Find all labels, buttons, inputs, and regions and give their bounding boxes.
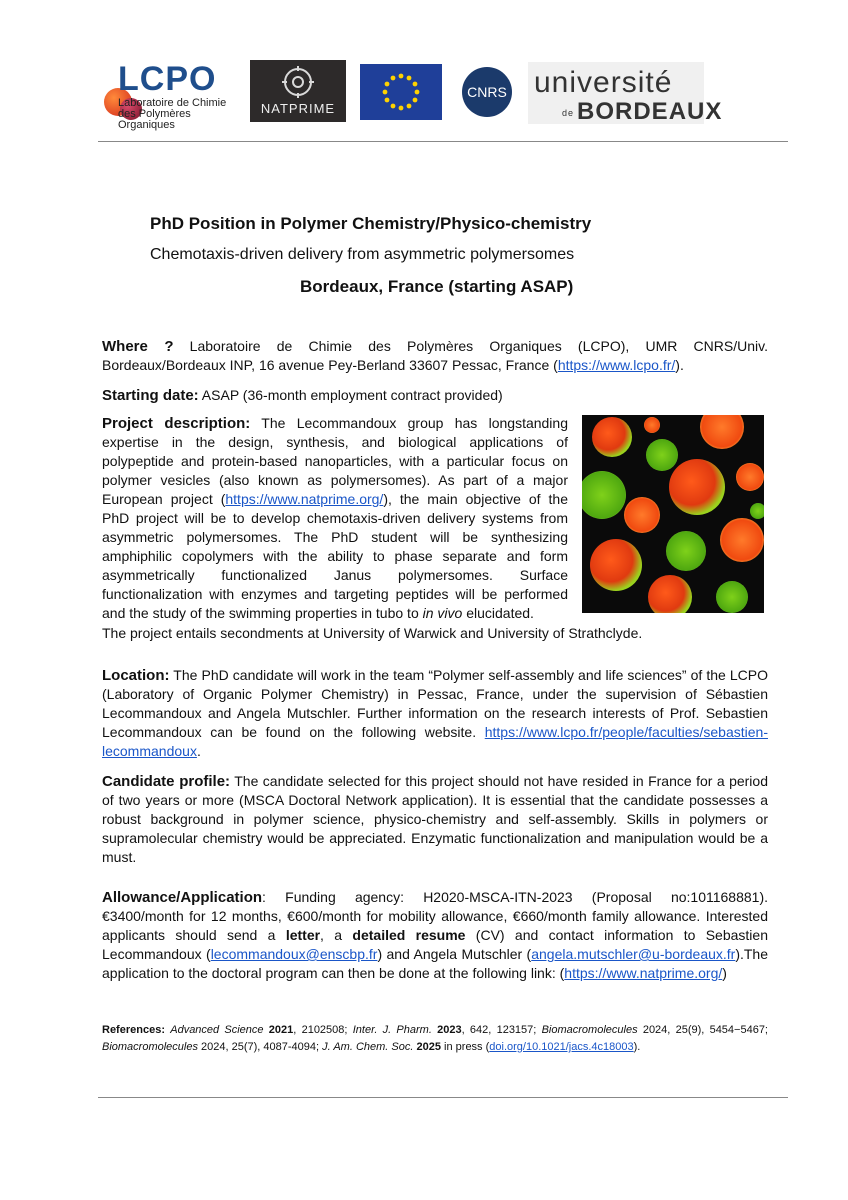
cnrs-logo	[460, 64, 514, 120]
email-mutschler-link[interactable]: angela.mutschler@u-bordeaux.fr	[531, 946, 736, 962]
project-text2: ), the main objective of the PhD project will be to develop chemotaxis-driven delivery systems from asymmetric polymersomes. The PhD student will be synthesizing amphiphilic copolymers with the ability to phase separate and form asymmetrically functionalized Janus polymersomes. Surface functionalization with enzymes and targeting peptides will be performed and the study of the swimming properties in tubo to	[102, 491, 568, 621]
allowance-bold-letter: letter	[285, 927, 321, 943]
ref-year: 2025	[416, 1041, 441, 1053]
location-tail: .	[196, 743, 201, 759]
allowance-label: Allowance/Application	[102, 889, 263, 906]
candidate-text: The candidate selected for this project should not have resided in France for a period of two years or more (MSCA Doctoral Network application). It is essential that the candidate possesses a robust background in polymer science, physico-chemistry and self-assembly. Skills in polymers or supramolecular chemistry would be appreciated. Enzymatic functionalization and manipulation would be a must.	[102, 773, 768, 865]
ub-line1: université	[534, 66, 673, 99]
project-italic: in vivo	[422, 605, 463, 621]
ref-tail: ).	[633, 1041, 641, 1053]
allowance-section	[102, 888, 768, 983]
allowance-tail: )	[722, 965, 727, 981]
ref-detail: 2024, 25(9), 5454−5467;	[637, 1024, 768, 1036]
top-divider	[98, 141, 788, 142]
location-label: Location:	[102, 667, 170, 684]
brain-gear-icon	[250, 60, 346, 104]
ref-journal: Inter. J. Pharm.	[352, 1024, 432, 1036]
lcpo-subtitle-line: des Polymères Organiques	[118, 108, 191, 131]
allowance-text5: ).The application to the doctoral program can then be done at the following link: (	[102, 946, 769, 981]
cnrs-badge	[460, 64, 514, 120]
bottom-divider	[98, 1097, 788, 1098]
references-section	[102, 1022, 768, 1056]
candidate-section	[102, 772, 768, 867]
where-tail: ).	[675, 357, 684, 373]
ub-de: de	[562, 107, 575, 118]
project-tail: The project entails secondments at University of Warwick and University of Strathclyde.	[102, 625, 643, 641]
project-section	[102, 414, 568, 623]
allowance-text2: , a	[320, 927, 353, 943]
starting-label: Starting date:	[102, 387, 199, 404]
eu-flag	[360, 64, 442, 120]
natprime-link[interactable]: https://www.natprime.org/	[225, 491, 384, 507]
lcpo-logo	[98, 60, 238, 131]
ref-year: 2021	[268, 1024, 294, 1036]
page-subtitle: Chemotaxis-driven delivery from asymmetric polymersomes	[150, 246, 575, 263]
page-title: PhD Position in Polymer Chemistry/Physico-chemistry	[150, 214, 592, 233]
ub-bordeaux: BORDEAUX	[577, 98, 723, 125]
where-label: Where ?	[102, 338, 174, 355]
lcpo-letters: LCPO	[118, 60, 217, 98]
allowance-bold-resume: detailed resume	[352, 927, 466, 943]
natprime-logo	[250, 60, 346, 122]
natprime-label: NATPRIME	[260, 101, 336, 116]
starting-section	[102, 386, 768, 405]
ref-detail: , 2102508;	[293, 1024, 353, 1036]
where-text: Laboratoire de Chimie des Polymères Organiques (LCPO), UMR CNRS/Univ. Bordeaux/Bordeaux INP, 16 avenue Pey-Berland 33607 Pessac, France (	[102, 338, 768, 373]
ub-logo	[528, 62, 723, 125]
location-title: Bordeaux, France (starting ASAP)	[300, 277, 574, 296]
allowance-text3: (CV) and contact information to Sebastien Lecommandoux (	[102, 927, 768, 962]
location-text: The PhD candidate will work in the team “Polymer self-assembly and life sciences” of the LCPO (Laboratory of Organic Polymer Chemistry) in Pessac, France, under the supervision of Sébastien Lecommandoux and Angela Mutschler. Further information on the research interests of Prof. Sebastien Lecommandoux can be found on the following website.	[102, 667, 768, 740]
starting-text: ASAP (36-month employment contract provided)	[198, 387, 503, 403]
ref-detail: in press (	[440, 1041, 490, 1053]
candidate-label: Candidate profile:	[102, 773, 231, 790]
lcpo-subtitle-line: Laboratoire de Chimie	[118, 97, 227, 109]
project-label: Project description:	[102, 415, 251, 432]
eu-stars-icon	[360, 64, 442, 120]
email-lecommandoux-link[interactable]: lecommandoux@enscbp.fr	[210, 946, 378, 962]
project-text1: The Lecommandoux group has longstanding expertise in the design, synthesis, and biological applications of polypeptide and protein-based nanoparticles, with a particular focus on polymer vesicles (also known as polymersomes). As part of a major European project (	[102, 415, 568, 507]
allowance-text4: ) and Angela Mutschler (	[377, 946, 532, 962]
logo-row	[98, 58, 758, 131]
cnrs-text: CNRS	[467, 84, 507, 100]
polymersome-micrograph	[582, 415, 764, 613]
lecommandoux-link[interactable]: https://www.lcpo.fr/people/faculties/sebastien-lecommandoux	[102, 724, 768, 759]
allowance-text1: : Funding agency: H2020-MSCA-ITN-2023 (Proposal no:101168881). €3400/month for 12 months, €600/month for mobility allowance, €660/month family allowance. Interested applicants should send a	[102, 889, 768, 943]
ref-journal: Biomacromolecules	[541, 1024, 638, 1036]
ref-journal: J. Am. Chem. Soc.	[322, 1041, 414, 1053]
where-section	[102, 337, 768, 375]
ref-year: 2023	[437, 1024, 462, 1036]
lcpo-link[interactable]: https://www.lcpo.fr/	[557, 357, 676, 373]
polymersome-image	[582, 415, 764, 613]
ref-detail: 2024, 25(7), 4087-4094;	[197, 1041, 323, 1053]
ref-journal: Advanced Science	[170, 1024, 264, 1036]
ref-journal: Biomacromolecules	[102, 1041, 198, 1053]
lcpo-subtitle	[118, 98, 238, 131]
ub-line2	[562, 98, 722, 126]
project-text3: elucidated.	[462, 605, 534, 621]
location-section	[102, 666, 768, 761]
natprime-application-link[interactable]: https://www.natprime.org/	[564, 965, 723, 981]
references-label: References:	[102, 1024, 165, 1036]
ref-detail: , 642, 123157;	[461, 1024, 542, 1036]
doi-link[interactable]: doi.org/10.1021/jacs.4c18003	[489, 1041, 634, 1053]
